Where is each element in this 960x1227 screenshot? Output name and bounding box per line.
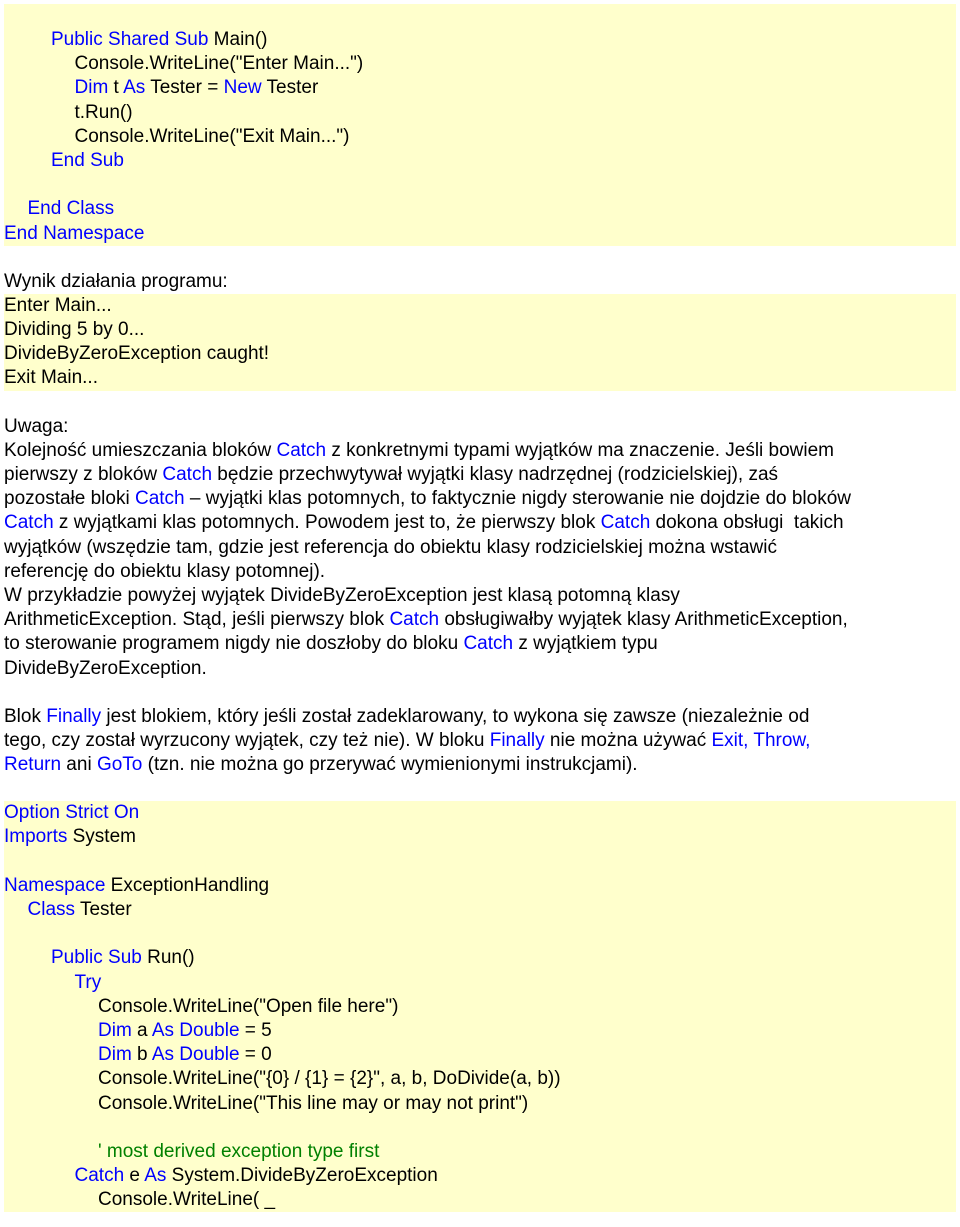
code-line <box>4 825 956 849</box>
text-run: b <box>131 1044 152 1066</box>
text-line <box>4 705 956 729</box>
text-run: dokona obsługi takich <box>650 512 844 534</box>
code-block-tester <box>4 801 956 1212</box>
text-run: Blok <box>4 705 47 727</box>
keyword: Catch <box>276 439 327 461</box>
keyword: Catch <box>389 609 440 631</box>
text-line <box>4 487 956 511</box>
keyword: As Double <box>151 1044 240 1066</box>
keyword: GoTo <box>96 754 143 776</box>
code-line <box>4 28 956 52</box>
code-line <box>4 173 956 197</box>
keyword: Try <box>74 971 102 993</box>
text-run: a <box>131 1019 152 1041</box>
code-line <box>4 874 956 898</box>
keyword: End Namespace <box>4 222 145 244</box>
spacer <box>0 391 960 415</box>
output-line: Enter Main... <box>4 294 112 316</box>
code-line <box>4 149 956 173</box>
text-run: obsługiwałby wyjątek klasy ArithmeticException, <box>439 609 848 631</box>
keyword: End Class <box>27 198 115 220</box>
keyword: Public Shared Sub <box>51 29 214 50</box>
text-line <box>4 511 956 535</box>
code-line <box>4 125 956 149</box>
text-run: Console.WriteLine("{0} / {1} = {2}", a, b, DoDivide(a, b)) <box>98 1068 561 1090</box>
text-run: to sterowanie programem nigdy nie doszłoby do bloku <box>4 633 464 655</box>
code-line <box>4 1043 956 1067</box>
text-run: – wyjątki klas potomnych, to faktycznie nigdy sterowanie nie dojdzie do bloków <box>184 488 852 510</box>
keyword: Exit, Throw, <box>711 729 811 751</box>
code-block-main <box>4 4 956 246</box>
output-line: DivideByZeroException caught! <box>4 343 270 365</box>
text-run: ArithmeticException. Stąd, jeśli pierwszy blok <box>4 609 390 631</box>
text-run: Console.WriteLine("This line may or may not print") <box>98 1092 529 1114</box>
text-line <box>4 463 956 487</box>
code-line <box>4 197 956 221</box>
program-output-block <box>4 294 956 391</box>
note-section <box>4 415 956 778</box>
keyword: Finally <box>489 729 545 751</box>
keyword: As Double <box>151 1019 240 1041</box>
code-line <box>4 222 956 246</box>
text-line <box>4 560 956 584</box>
text-run: = 5 <box>239 1019 272 1041</box>
keyword: As <box>123 77 146 99</box>
text-run: = 0 <box>239 1044 272 1066</box>
text-line <box>4 657 956 681</box>
code-line <box>4 971 956 995</box>
text-run: Run() <box>141 947 195 969</box>
code-line <box>4 1019 956 1043</box>
code-line <box>4 101 956 125</box>
code-line <box>4 1164 956 1188</box>
spacer <box>0 777 960 801</box>
code-line <box>4 1188 956 1212</box>
text-line <box>4 753 956 777</box>
keyword: Finally <box>46 705 102 727</box>
code-line <box>4 922 956 946</box>
keyword: Catch <box>463 633 514 655</box>
code-line <box>4 995 956 1019</box>
output-line: Exit Main... <box>4 367 98 389</box>
finally-paragraph <box>4 705 956 778</box>
text-line <box>4 729 956 753</box>
text-run: pierwszy z bloków <box>4 464 163 485</box>
keyword: Namespace <box>4 874 106 896</box>
text-line <box>4 584 956 608</box>
keyword: Dim <box>74 77 109 99</box>
code-line <box>4 801 956 825</box>
text-run: Console.WriteLine("Exit Main...") <box>74 125 350 147</box>
text-line <box>4 632 956 656</box>
text-run: nie można używać <box>544 729 712 751</box>
text-run: Tester <box>261 77 319 99</box>
keyword: Return <box>4 754 62 776</box>
output-label-row <box>4 270 956 294</box>
text-run: (tzn. nie można go przerywać wymienionymi instrukcjami). <box>142 754 638 776</box>
code-line <box>4 76 956 100</box>
text-run: t.Run() <box>74 101 133 123</box>
text-run: wyjątków (wszędzie tam, gdzie jest referencja do obiektu klasy rodzicielskiej można wstawić <box>4 536 777 558</box>
text-run: Console.WriteLine("Enter Main...") <box>74 53 364 75</box>
text-run: jest blokiem, który jeśli został zadeklarowany, to wykona się zawsze (niezależnie od <box>101 705 810 727</box>
code-line <box>4 898 956 922</box>
text-run: z wyjątkiem typu <box>513 633 658 655</box>
text-run: tego, czy został wyrzucony wyjątek, czy też nie). W bloku <box>4 729 490 751</box>
note-title: Uwaga: <box>4 415 69 437</box>
text-run: z konkretnymi typami wyjątków ma znaczenie. Jeśli bowiem <box>326 439 835 461</box>
text-run: ani <box>61 754 97 776</box>
keyword: Catch <box>134 488 185 510</box>
text-run: Tester <box>75 899 132 920</box>
text-run: e <box>124 1165 145 1187</box>
code-line <box>4 1116 956 1140</box>
keyword: Catch <box>162 464 213 485</box>
output-line: Dividing 5 by 0... <box>4 319 145 341</box>
keyword: Catch <box>600 512 651 534</box>
text-run: Kolejność umieszczania bloków <box>4 439 277 461</box>
code-line <box>4 946 956 970</box>
keyword: New <box>223 77 262 99</box>
text-run: System <box>67 826 136 848</box>
text-run: pozostałe bloki <box>4 488 135 510</box>
code-line <box>4 1092 956 1116</box>
keyword: Dim <box>98 1044 132 1066</box>
code-line <box>4 52 956 76</box>
keyword: Imports <box>4 826 68 848</box>
text-run: będzie przechwytywał wyjątki klasy nadrzędnej (rodzicielskiej), zaś <box>212 464 779 485</box>
keyword: End Sub <box>51 149 124 171</box>
keyword: Catch <box>74 1165 125 1187</box>
code-line <box>4 1140 956 1164</box>
output-label: Wynik działania programu: <box>4 270 228 292</box>
note-paragraph <box>4 439 956 681</box>
text-run: Console.WriteLine("Open file here") <box>98 995 399 1017</box>
text-run: W przykładzie powyżej wyjątek DivideByZeroException jest klasą potomną klasy <box>4 584 680 606</box>
text-run: DivideByZeroException. <box>4 657 207 679</box>
code-comment: ' most derived exception type first <box>98 1140 380 1162</box>
text-run: Console.WriteLine( _ <box>98 1189 276 1211</box>
code-line <box>4 850 956 874</box>
text-run: Tester = <box>145 77 224 99</box>
text-run: t <box>108 77 124 99</box>
keyword: Public Sub <box>51 947 142 969</box>
keyword: Class <box>27 899 76 920</box>
text-run: z wyjątkami klas potomnych. Powodem jest to, że pierwszy blok <box>53 512 601 534</box>
text-run: Main() <box>213 29 268 50</box>
text-run: System.DivideByZeroException <box>166 1165 438 1187</box>
spacer <box>0 246 960 270</box>
keyword: Option Strict On <box>4 802 140 824</box>
text-line <box>4 439 956 463</box>
keyword: As <box>144 1165 167 1187</box>
text-line <box>4 608 956 632</box>
keyword: Dim <box>98 1019 132 1041</box>
text-run: referencję do obiektu klasy potomnej). <box>4 560 326 582</box>
text-line <box>4 536 956 560</box>
text-run: ExceptionHandling <box>105 874 270 896</box>
code-line <box>4 1067 956 1091</box>
keyword: Catch <box>4 512 54 534</box>
